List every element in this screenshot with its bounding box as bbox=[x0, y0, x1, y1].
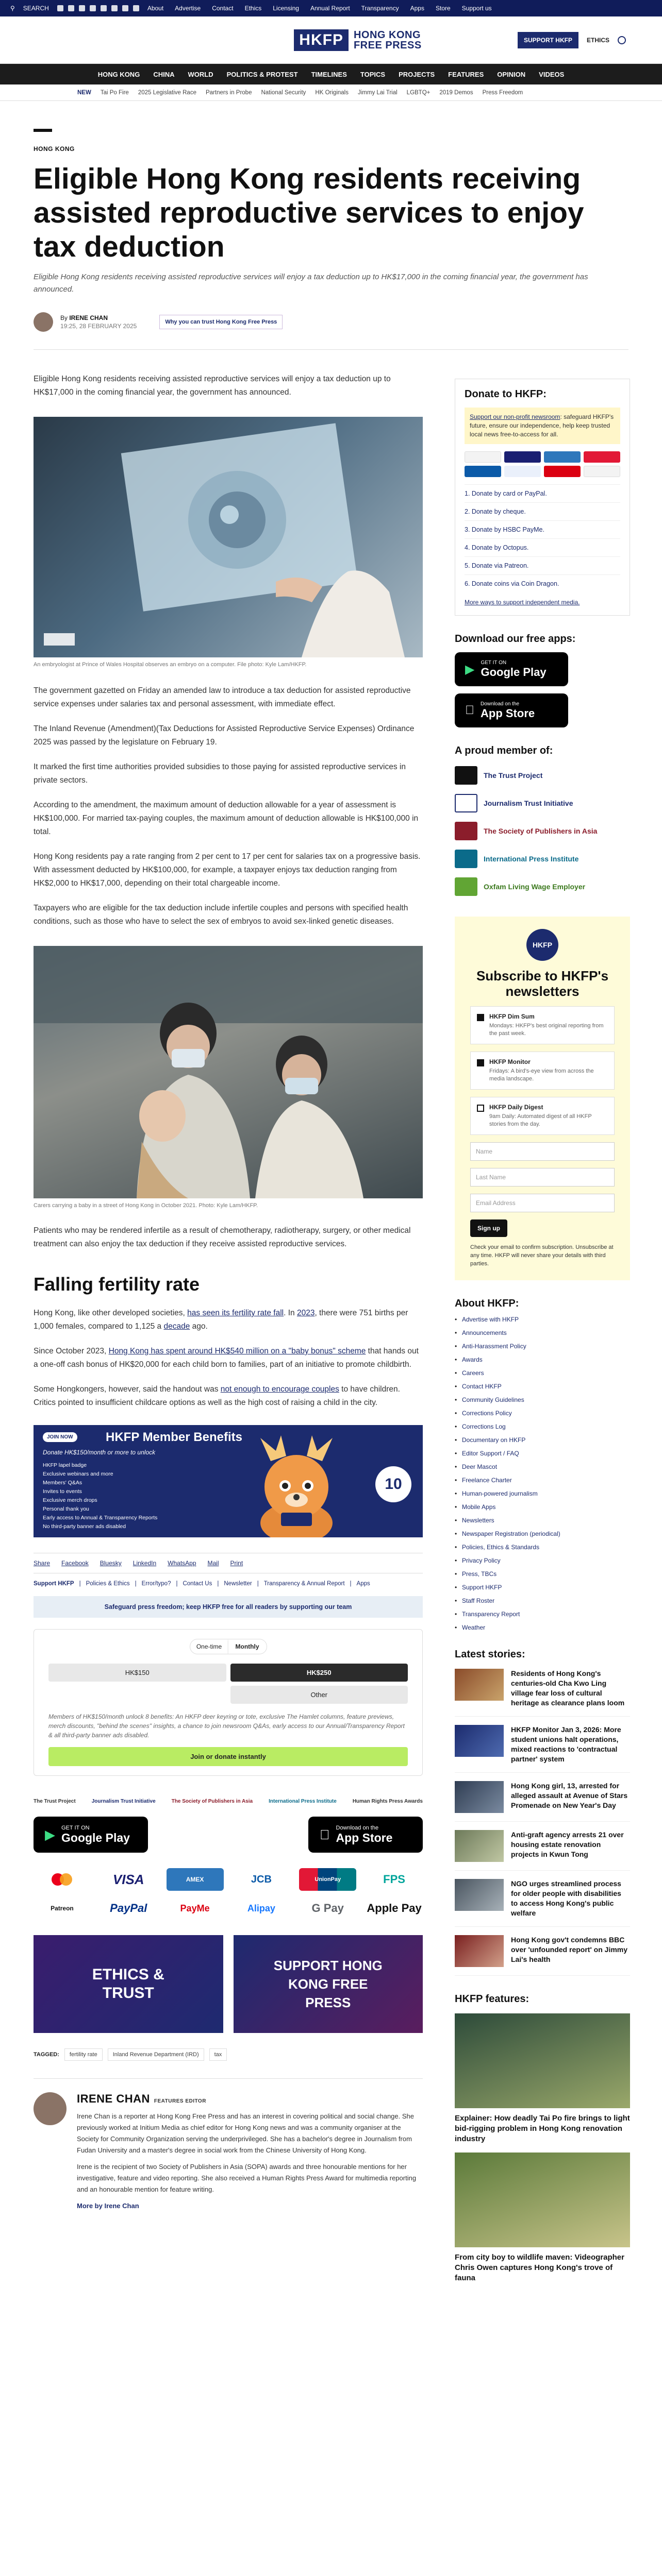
paragraph: According to the amendment, the maximum amount of deduction allowable for a year of assessment is HK$100,000. For married tax-paying couples, the maximum amount of deduction allowable is HK$100,000 in total. bbox=[34, 801, 419, 836]
logo-name: HONG KONG FREE PRESS bbox=[353, 29, 422, 51]
search-icon[interactable]: ⚲ bbox=[10, 5, 15, 12]
share-whatsapp-link[interactable]: WhatsApp bbox=[168, 1560, 196, 1567]
ethics-link[interactable]: ETHICS bbox=[586, 36, 609, 44]
apple-icon bbox=[465, 703, 474, 718]
hkfp-features bbox=[455, 1993, 630, 2283]
donate-option[interactable]: 3. Donate by HSBC PayMe. bbox=[465, 520, 620, 538]
facebook-icon[interactable] bbox=[57, 5, 63, 11]
member-title: A proud member of: bbox=[455, 745, 553, 756]
kicker-bar bbox=[34, 129, 52, 132]
about-link[interactable]: • Human-powered journalism bbox=[455, 1490, 630, 1497]
checkbox-icon[interactable] bbox=[477, 1059, 484, 1066]
story-thumbnail bbox=[455, 1725, 504, 1757]
donate-note-link[interactable]: Support our non-profit newsroom bbox=[470, 413, 560, 420]
about-link[interactable]: • Mobile Apps bbox=[455, 1503, 630, 1511]
author-bio: Irene is the recipient of two Society of Publishers in Asia (SOPA) awards and three honourable mentions for her investigative, feature and video reporting. She also received a Human Rights Press Award for multimedia reporting and an honourable mention for feature writing. bbox=[77, 2163, 417, 2193]
membership-benefit-text: Members of HK$150/month unlock 8 benefits: An HKFP deer keyring or tote, exclusive The Hamlet columns, feature previews, merch discounts, "behind the scenes" insights, a chance to join newsroom Q&As, early access to our Annual/Transparency Report & all third-party banner ads disabled. bbox=[48, 1713, 405, 1739]
main-nav bbox=[0, 64, 662, 84]
article-header bbox=[0, 129, 662, 350]
promo-benefit: Personal thank you bbox=[43, 1506, 89, 1512]
paragraph: The government gazetted on Friday an amended law to introduce a tax deduction for assisted reproductive service expenses under salaries tax and personal assessment, with immediate effect. bbox=[34, 686, 411, 708]
deer-mascot-icon bbox=[240, 1435, 353, 1537]
member-org[interactable]: The Trust Project bbox=[455, 766, 630, 785]
tag-item[interactable]: tax bbox=[209, 2048, 227, 2061]
topbar-link[interactable]: Apps bbox=[410, 5, 424, 12]
story-thumbnail bbox=[455, 1781, 504, 1813]
features-title: HKFP features: bbox=[455, 1993, 529, 2005]
author-avatar[interactable] bbox=[34, 312, 53, 332]
about-link[interactable]: • Awards bbox=[455, 1356, 630, 1363]
google-play-button[interactable]: ▶ GET IT ON Google Play bbox=[455, 652, 568, 686]
paragraph: Since October 2023, Hong Kong has spent around HK$540 million on a "baby bonus" scheme that hands out a one-off cash bonus of HK$20,000 for each child born to families, part of an initiative to promote childbirth. bbox=[34, 1347, 419, 1369]
join-donate-button[interactable]: Join or donate instantly bbox=[48, 1747, 408, 1766]
tier-250[interactable]: HK$250 bbox=[230, 1664, 408, 1682]
story-thumbnail bbox=[455, 1669, 504, 1701]
trending-item[interactable]: Jimmy Lai Trial bbox=[357, 89, 398, 96]
apple-pay-icon[interactable]: Apple Pay bbox=[366, 1897, 423, 1920]
about-link[interactable]: • Documentary on HKFP bbox=[455, 1436, 630, 1444]
promo-title: HKFP Member Benefits bbox=[106, 1430, 242, 1444]
feature-item[interactable]: From city boy to wildlife maven: Videographer Chris Owen captures Hong Kong's trove of fauna bbox=[455, 2153, 630, 2283]
member-org[interactable]: Oxfam Living Wage Employer bbox=[455, 877, 630, 896]
mastercard-icon bbox=[465, 451, 501, 463]
trending-item[interactable]: 2019 Demos bbox=[439, 89, 473, 96]
topbar-link[interactable]: Ethics bbox=[244, 5, 262, 12]
about-link[interactable]: • Corrections Policy bbox=[455, 1410, 630, 1417]
unionpay-icon[interactable]: UnionPay bbox=[299, 1868, 356, 1891]
nav-item[interactable]: TIMELINES bbox=[311, 70, 347, 78]
google-play-button[interactable]: ▶ GET IT ON Google Play bbox=[34, 1817, 148, 1853]
topbar-links bbox=[147, 5, 492, 12]
membership-widget bbox=[34, 1629, 423, 1776]
join-now-pill[interactable]: JOIN NOW bbox=[43, 1432, 77, 1442]
about-link[interactable]: • Corrections Log bbox=[455, 1423, 630, 1430]
about-link[interactable]: • Support HKFP bbox=[455, 1584, 630, 1591]
google-play-icon: ▶ bbox=[45, 1826, 55, 1842]
promo-benefit: No third-party banner ads disabled bbox=[43, 1523, 126, 1530]
visa-icon[interactable]: VISA bbox=[100, 1868, 157, 1891]
trending-item[interactable]: Press Freedom bbox=[482, 89, 523, 96]
hkfp-badge-icon: HKFP bbox=[526, 929, 558, 961]
latest-stories bbox=[455, 1649, 630, 1976]
one-time-option[interactable]: One-time bbox=[196, 1643, 222, 1650]
threads-icon[interactable] bbox=[101, 5, 107, 11]
paragraph: It marked the first time authorities provided subsidies to those paying for assisted reproductive services in private sectors. bbox=[34, 762, 406, 785]
share-bar bbox=[34, 1553, 423, 1573]
masthead bbox=[0, 16, 662, 64]
about-link[interactable]: • Press, TBCs bbox=[455, 1570, 630, 1578]
sidebar bbox=[455, 350, 630, 2283]
jti-icon bbox=[455, 794, 477, 812]
topbar-link[interactable]: Contact bbox=[212, 5, 234, 12]
author-name[interactable]: IRENE CHAN bbox=[69, 314, 108, 321]
trending-label: NEW bbox=[77, 89, 91, 96]
trending-item[interactable]: Partners in Probe bbox=[205, 89, 252, 96]
visa-icon bbox=[504, 451, 541, 463]
paragraph: Hong Kong residents pay a rate ranging from 2 per cent to 17 per cent for salaries tax on a progressive basis. With assessment deducted by HK$100,000, for example, a taxpayer enjoys tax deduction ranging from HK$2,000 to HK$17,000, depending on their total chargeable income. bbox=[34, 852, 421, 888]
trending-item[interactable]: 2025 Legislative Race bbox=[138, 89, 196, 96]
page-content bbox=[0, 350, 662, 2283]
nav-item[interactable]: PROJECTS bbox=[399, 70, 435, 78]
inline-link[interactable]: 2023 bbox=[296, 1309, 315, 1317]
topbar-link[interactable]: Advertise bbox=[175, 5, 201, 12]
donate-option[interactable]: 4. Donate by Octopus. bbox=[465, 538, 620, 556]
jcb-icon bbox=[465, 466, 501, 477]
donate-options bbox=[465, 484, 620, 592]
promo-banners bbox=[34, 1935, 423, 2033]
tier-150[interactable]: HK$150 bbox=[48, 1664, 226, 1682]
paragraph: Eligible Hong Kong residents receiving assisted reproductive services will enjoy a tax deduction up to HK$17,000 in the coming financial year, the government has announced. bbox=[34, 375, 391, 397]
donate-option[interactable]: 1. Donate by card or PayPal. bbox=[465, 484, 620, 502]
checkbox-icon[interactable] bbox=[477, 1014, 484, 1021]
member-org[interactable]: The Society of Publishers in Asia bbox=[455, 822, 630, 840]
topbar-link[interactable]: About bbox=[147, 5, 164, 12]
nav-item[interactable]: POLITICS & PROTEST bbox=[226, 70, 298, 78]
paragraph: Some Hongkongers, however, said the handout was not enough to encourage couples to have children. Critics pointed to insufficient childcare options as well as the high cost of raising a child in the city. bbox=[34, 1385, 400, 1407]
author-box bbox=[34, 2078, 423, 2212]
checkbox-icon[interactable] bbox=[477, 1105, 484, 1112]
support-banner[interactable]: SUPPORT HONG KONG FREE PRESS bbox=[234, 1935, 423, 2033]
article-title: Eligible Hong Kong residents receiving assisted reproductive services to enjoy tax deduction bbox=[34, 162, 584, 263]
share-facebook-link[interactable]: Facebook bbox=[61, 1560, 89, 1567]
nav-item[interactable]: VIDEOS bbox=[539, 70, 565, 78]
story-thumbnail bbox=[455, 1879, 504, 1911]
signup-button[interactable]: Sign up bbox=[470, 1219, 507, 1237]
photo-caption: Carers carrying a baby in a street of Hong Kong in October 2021. Photo: Kyle Lam/HKFP. bbox=[34, 1202, 258, 1209]
photo-caption: An embryologist at Prince of Wales Hospital observes an embryo on a computer. File photo: Kyle Lam/HKFP. bbox=[34, 662, 307, 668]
newsletter-option[interactable]: HKFP Dim Sum Mondays: HKFP's best original reporting from the past week. bbox=[470, 1006, 615, 1044]
topbar-link[interactable]: Transparency bbox=[361, 5, 399, 12]
google-play-icon: ▶ bbox=[465, 662, 475, 676]
x-icon[interactable] bbox=[79, 5, 85, 11]
masthead-actions bbox=[518, 32, 626, 48]
trust-logo[interactable]: The Society of Publishers in Asia bbox=[171, 1799, 253, 1804]
nav-item[interactable]: CHINA bbox=[153, 70, 175, 78]
newsletter-title: Subscribe to HKFP's newsletters bbox=[476, 968, 609, 999]
paypal-icon[interactable]: PayPal bbox=[100, 1897, 157, 1920]
about-link[interactable]: • Freelance Charter bbox=[455, 1477, 630, 1484]
instagram-icon[interactable] bbox=[68, 5, 74, 11]
footer-links: Support HKFP | Policies & Ethics | Error/typo? | Contact Us | Newsletter | Transparency & Annual Report | Apps bbox=[34, 1581, 370, 1587]
newsletter-footnote: Check your email to confirm subscription. Unsubscribe at any time. HKFP will never share your details with third parties. bbox=[470, 1244, 614, 1267]
trust-logo[interactable]: Human Rights Press Awards bbox=[352, 1799, 423, 1804]
paypal-icon bbox=[504, 466, 541, 477]
trust-button[interactable]: Why you can trust Hong Kong Free Press bbox=[159, 315, 283, 329]
donate-card-icons bbox=[465, 451, 620, 477]
paragraph: Hong Kong, like other developed societies, has seen its fertility rate fall. In 2023, there were 751 births per 1,000 females, compared to 1,125 a decade ago. bbox=[34, 1309, 408, 1331]
error-link[interactable]: Error/typo? bbox=[141, 1581, 171, 1587]
site-logo[interactable] bbox=[294, 29, 421, 51]
promo-benefit-list bbox=[43, 1461, 157, 1531]
author-role: FEATURES EDITOR bbox=[154, 2098, 206, 2104]
apple-icon bbox=[320, 1827, 330, 1843]
trust-project-icon bbox=[455, 766, 477, 785]
story-item[interactable]: Hong Kong gov't condemns BBC over 'unfounded report' on Jimmy Lai's health bbox=[455, 1935, 630, 1976]
promo-subtitle: Donate HK$150/month or more to unlock bbox=[43, 1449, 156, 1456]
inline-link[interactable]: decade bbox=[163, 1322, 190, 1331]
story-thumbnail bbox=[455, 1935, 504, 1967]
unionpay-icon bbox=[584, 451, 620, 463]
about-link[interactable]: • Editor Support / FAQ bbox=[455, 1450, 630, 1457]
share-linkedin-link[interactable]: LinkedIn bbox=[133, 1560, 157, 1567]
trending-bar bbox=[0, 84, 662, 101]
google-pay-icon[interactable]: G Pay bbox=[299, 1897, 356, 1920]
paragraph: Taxpayers who are eligible for the tax deduction include infertile couples and persons with specified health conditions, such as those who have to select the sex of embryos to avoid sex-linked genetic diseases. bbox=[34, 904, 408, 926]
donate-option[interactable]: 6. Donate coins via Coin Dragon. bbox=[465, 574, 620, 592]
logo-box: HKFP bbox=[294, 29, 349, 51]
monthly-option[interactable]: Monthly bbox=[228, 1639, 267, 1654]
donate-option[interactable]: 5. Donate via Patreon. bbox=[465, 556, 620, 574]
about-link[interactable]: • Policies, Ethics & Standards bbox=[455, 1544, 630, 1551]
bluesky-icon[interactable] bbox=[90, 5, 96, 11]
story-item[interactable]: Hong Kong girl, 13, arrested for alleged assault at Avenue of Stars Promenade on New Year's Day bbox=[455, 1781, 630, 1822]
nav-item[interactable]: TOPICS bbox=[360, 70, 386, 78]
gpay-icon bbox=[584, 466, 620, 477]
newsletter-option[interactable]: HKFP Daily Digest 9am Daily: Automated digest of all HKFP stories from the day. bbox=[470, 1097, 615, 1135]
promo-benefit: Invites to events bbox=[43, 1488, 82, 1495]
story-item[interactable]: NGO urges streamlined process for older people with disabilities to access Hong Kong's public welfare bbox=[455, 1879, 630, 1927]
share-bluesky-link[interactable]: Bluesky bbox=[100, 1560, 122, 1567]
feature-item[interactable]: Explainer: How deadly Tai Po fire brings to light bid-rigging problem in Hong Kong renovation industry bbox=[455, 2013, 630, 2144]
ipi-icon bbox=[455, 850, 477, 868]
press-freedom-banner[interactable]: Safeguard press freedom; keep HKFP free for all readers by supporting our team bbox=[34, 1596, 423, 1618]
article-photo-baby[interactable] bbox=[34, 946, 423, 1198]
about-link[interactable]: • Advertise with HKFP bbox=[455, 1316, 630, 1323]
policies-link[interactable]: Policies & Ethics bbox=[86, 1581, 130, 1587]
trending-item[interactable]: LGBTQ+ bbox=[406, 89, 431, 96]
trust-logos bbox=[34, 1799, 423, 1804]
inline-link[interactable]: not enough to encourage couples bbox=[220, 1385, 339, 1394]
subheading: Falling fertility rate bbox=[34, 1274, 200, 1295]
promo-benefit: Members' Q&As bbox=[43, 1480, 82, 1486]
promo-benefit: Early access to Annual & Transparency Reports bbox=[43, 1515, 158, 1521]
promo-benefit: Exclusive webinars and more bbox=[43, 1471, 113, 1477]
trending-item[interactable]: Tai Po Fire bbox=[100, 89, 129, 96]
support-link[interactable]: Support HKFP bbox=[34, 1581, 74, 1587]
tags-label: TAGGED: bbox=[34, 2052, 59, 2058]
topbar-search-label[interactable]: SEARCH bbox=[23, 5, 49, 12]
author-photo[interactable] bbox=[34, 2092, 67, 2125]
about-title: About HKFP: bbox=[455, 1298, 519, 1309]
social-icons bbox=[57, 5, 139, 11]
search-icon[interactable] bbox=[618, 36, 626, 44]
nav-item[interactable]: FEATURES bbox=[448, 70, 484, 78]
jcb-icon[interactable]: JCB bbox=[233, 1868, 290, 1891]
transparency-link[interactable]: Transparency & Annual Report bbox=[263, 1581, 345, 1587]
mail-icon[interactable] bbox=[122, 5, 128, 11]
contact-link[interactable]: Contact Us bbox=[183, 1581, 212, 1587]
about-link[interactable]: • Deer Mascot bbox=[455, 1463, 630, 1470]
byline-text: By IRENE CHAN 19:25, 28 FEBRUARY 2025 bbox=[60, 314, 137, 330]
patreon-icon[interactable]: Patreon bbox=[34, 1897, 91, 1920]
share-mail-link[interactable]: Mail bbox=[207, 1560, 219, 1567]
trending-item[interactable]: HK Originals bbox=[315, 89, 349, 96]
share-print-link[interactable]: Print bbox=[230, 1560, 243, 1567]
feature-image bbox=[455, 2013, 630, 2108]
publish-date: 19:25, 28 FEBRUARY 2025 bbox=[60, 323, 137, 330]
apps-link[interactable]: Apps bbox=[356, 1581, 370, 1587]
story-item[interactable]: HKFP Monitor Jan 3, 2026: More student unions halt operations, mixed reactions to 'contractual partner' system bbox=[455, 1725, 630, 1773]
payme-icon bbox=[544, 466, 581, 477]
newsletter-widget bbox=[455, 917, 630, 1280]
donate-title: Donate to HKFP: bbox=[465, 388, 547, 400]
about-link[interactable]: • Contact HKFP bbox=[455, 1383, 630, 1390]
apps-title: Download our free apps: bbox=[455, 633, 576, 645]
article-body bbox=[34, 350, 423, 2283]
topbar-link[interactable]: Annual Report bbox=[310, 5, 350, 12]
ethics-banner[interactable]: ETHICS & TRUST bbox=[34, 1935, 223, 2033]
trust-logo[interactable]: Journalism Trust Initiative bbox=[91, 1799, 156, 1804]
feature-image bbox=[455, 2153, 630, 2247]
newsletter-link[interactable]: Newsletter bbox=[224, 1581, 252, 1587]
author-bio: Irene Chan is a reporter at Hong Kong Free Press and has an interest in covering political and social change. She previously worked at Initium Media as chief editor for Hong Kong news and was a community organiser at the Society for Community Organization serving the underprivileged. She has a bachelor's degree in Journalism from Fudan University and a master's degree in social work from the Chinese University of Hong Kong. bbox=[77, 2112, 414, 2154]
app-store-button[interactable]: Download on the App Store bbox=[308, 1817, 423, 1853]
anniversary-badge: 10 bbox=[375, 1466, 411, 1502]
tier-options bbox=[48, 1664, 408, 1704]
top-bar bbox=[0, 0, 662, 16]
youtube-icon[interactable] bbox=[111, 5, 118, 11]
latest-title: Latest stories: bbox=[455, 1649, 525, 1660]
byline bbox=[34, 312, 628, 332]
tag-item[interactable]: Inland Revenue Department (IRD) bbox=[108, 2048, 204, 2061]
about-link[interactable]: • Newspaper Registration (periodical) bbox=[455, 1530, 630, 1537]
story-item[interactable]: Residents of Hong Kong's centuries-old Cha Kwo Ling village fear loss of cultural heritage as clearance plans loom bbox=[455, 1669, 630, 1717]
last-name-field[interactable]: Last Name bbox=[470, 1168, 615, 1187]
member-benefits-banner[interactable] bbox=[34, 1425, 423, 1537]
topbar-link[interactable]: Store bbox=[435, 5, 451, 12]
inline-link[interactable]: Hong Kong has spent around HK$540 million on a "baby bonus" scheme bbox=[108, 1347, 366, 1355]
donate-note: Support our non-profit newsroom: safeguard HKFP's future, ensure our independence, help keep trusted local news free-to-access for all. bbox=[465, 408, 620, 444]
about-link[interactable]: • Staff Roster bbox=[455, 1597, 630, 1604]
member-org[interactable]: International Press Institute bbox=[455, 850, 630, 868]
more-ways-link[interactable]: More ways to support independent media. bbox=[465, 599, 580, 606]
member-of-section bbox=[455, 745, 630, 896]
rss-icon[interactable] bbox=[133, 5, 139, 11]
email-field[interactable]: Email Address bbox=[470, 1194, 615, 1212]
donate-widget bbox=[455, 379, 630, 616]
newsletter-option[interactable]: HKFP Monitor Fridays: A bird's-eye view from across the media landscape. bbox=[470, 1052, 615, 1090]
more-by-author-link[interactable]: More by Irene Chan bbox=[77, 2202, 139, 2210]
nav-item[interactable]: OPINION bbox=[497, 70, 526, 78]
trust-logo[interactable]: International Press Institute bbox=[269, 1799, 337, 1804]
section-tag[interactable]: HONG KONG bbox=[34, 145, 75, 152]
photo-illustration bbox=[34, 946, 423, 1198]
donate-option[interactable]: 2. Donate by cheque. bbox=[465, 502, 620, 520]
about-link[interactable]: • Anti-Harassment Policy bbox=[455, 1343, 630, 1350]
about-link[interactable]: • Weather bbox=[455, 1624, 630, 1631]
nav-item[interactable]: WORLD bbox=[188, 70, 213, 78]
author-box-name[interactable]: IRENE CHAN FEATURES EDITOR bbox=[77, 2092, 206, 2105]
about-link[interactable]: • Privacy Policy bbox=[455, 1557, 630, 1564]
topbar-link[interactable]: Support us bbox=[461, 5, 492, 12]
about-link[interactable]: • Announcements bbox=[455, 1329, 630, 1336]
tag-item[interactable]: fertility rate bbox=[64, 2048, 103, 2061]
paragraph: The Inland Revenue (Amendment)(Tax Deductions for Assisted Reproductive Service Expenses) Ordinance 2025 was passed by the legislature on February 19. bbox=[34, 724, 415, 747]
share-label: Share bbox=[34, 1560, 51, 1567]
member-org[interactable]: Journalism Trust Initiative bbox=[455, 794, 630, 812]
payment-methods bbox=[34, 1868, 423, 1920]
app-store-buttons bbox=[34, 1817, 423, 1853]
promo-benefit: Exclusive merch drops bbox=[43, 1497, 97, 1503]
sopa-icon bbox=[455, 822, 477, 840]
photo-illustration bbox=[34, 417, 423, 657]
mastercard-icon[interactable] bbox=[34, 1868, 91, 1891]
article-lede: Eligible Hong Kong residents receiving assisted reproductive services will enjoy a tax deduction up to HK$17,000 in the coming financial year, the government has announced. bbox=[34, 273, 588, 294]
about-section bbox=[455, 1298, 630, 1631]
promo-benefit: HKFP lapel badge bbox=[43, 1462, 87, 1468]
alipay-icon[interactable]: Alipay bbox=[233, 1897, 290, 1920]
first-name-field[interactable]: Name bbox=[470, 1142, 615, 1161]
trust-logo[interactable]: The Trust Project bbox=[34, 1799, 76, 1804]
oxfam-icon bbox=[455, 877, 477, 896]
fps-icon[interactable]: FPS bbox=[366, 1868, 423, 1891]
support-hkfp-button[interactable]: SUPPORT HKFP bbox=[518, 32, 578, 48]
topbar-link[interactable]: Licensing bbox=[273, 5, 299, 12]
story-item[interactable]: Anti-graft agency arrests 21 over housing estate renovation projects in Kwun Tong bbox=[455, 1830, 630, 1871]
article-photo-embryologist[interactable] bbox=[34, 417, 423, 657]
tier-other[interactable]: Other bbox=[230, 1686, 408, 1704]
nav-item[interactable]: HONG KONG bbox=[97, 70, 140, 78]
story-thumbnail bbox=[455, 1830, 504, 1862]
payme-icon[interactable]: PayMe bbox=[167, 1897, 224, 1920]
about-link[interactable]: • Community Guidelines bbox=[455, 1396, 630, 1403]
inline-link[interactable]: has seen its fertility rate fall bbox=[187, 1309, 284, 1317]
about-link[interactable]: • Newsletters bbox=[455, 1517, 630, 1524]
apps-section bbox=[455, 633, 630, 727]
app-store-button[interactable]: Download on the App Store bbox=[455, 693, 568, 727]
article-tags bbox=[34, 2048, 423, 2061]
amex-icon bbox=[544, 451, 581, 463]
amex-icon[interactable]: AMEX bbox=[167, 1868, 224, 1891]
paragraph: Patients who may be rendered infertile as a result of chemotherapy, radiotherapy, surgery, or other medical treatment can also enjoy the tax deduction if they receive assisted reproductive services. bbox=[34, 1226, 411, 1248]
trending-item[interactable]: National Security bbox=[261, 89, 306, 96]
frequency-toggle bbox=[190, 1639, 267, 1654]
about-link[interactable]: • Transparency Report bbox=[455, 1611, 630, 1618]
about-link[interactable]: • Careers bbox=[455, 1369, 630, 1377]
